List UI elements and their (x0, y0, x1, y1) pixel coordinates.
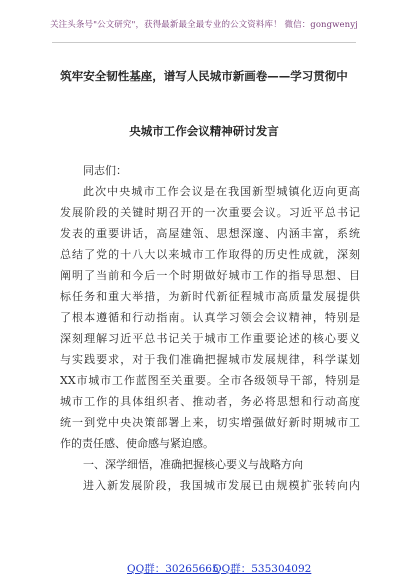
paragraph-line: 城市工作的具体组织者、推动者，务必将思想和行动高度 (60, 395, 360, 408)
qq-group-link-2[interactable]: QQ群：535304092 (213, 563, 312, 575)
paragraph-line: 阐明了当前和今后一个时期做好城市工作的指导思想、目 (60, 269, 360, 282)
paragraph-line: 发表的重要讲话，高屋建瓴、思想深邃、内涵丰富，系统 (60, 227, 360, 240)
paragraph-line: 统一到党中央决策部署上来，切实增强做好新时期城市工 (60, 416, 360, 429)
paragraph-line: XX市城市工作蓝图至关重要。全市各级领导干部，特别是 (60, 374, 360, 387)
paragraph-line: 总结了党的十八大以来城市工作取得的历史性成就，深刻 (60, 248, 360, 261)
paragraph-line: 作的责任感、使命感与紧迫感。 (60, 437, 214, 450)
banner-text: 关注头条号"公文研究"，获得最新最全最专业的公文资料库！ 微信：gongwenyj (50, 20, 358, 30)
paragraph-line: 此次中央城市工作会议是在我国新型城镇化迈向更高 (83, 185, 360, 198)
section-heading: 一、深学细悟，准确把握核心要义与战略方向 (83, 458, 303, 471)
paragraph-line: 深刻理解习近平总书记关于城市工作重要论述的核心要义 (60, 332, 360, 345)
footer (0, 558, 408, 580)
header-divider (52, 42, 356, 43)
paragraph-line: 与实践要求，对于我们准确把握城市发展规律，科学谋划 (60, 353, 360, 366)
paragraph-line: 了根本遵循和行动指南。认真学习领会会议精神，特别是 (60, 311, 360, 324)
paragraph-line: 标任务和重大举措，为新时代新征程城市高质量发展提供 (60, 290, 360, 303)
paragraph-line: 发展阶段的关键时期召开的一次重要会议。习近平总书记 (60, 206, 360, 219)
document-title-line-1: 筑牢安全韧性基座，谱写人民城市新画卷——学习贯彻中 (60, 69, 348, 83)
qq-group-link-1[interactable]: QQ群：30265665 (127, 563, 219, 575)
paragraph-line: 进入新发展阶段，我国城市发展已由规模扩张转向内 (83, 479, 360, 492)
header-banner (0, 18, 408, 30)
salutation: 同志们： (83, 164, 127, 177)
document-title-line-2: 央城市工作会议精神研讨发言 (129, 124, 279, 138)
